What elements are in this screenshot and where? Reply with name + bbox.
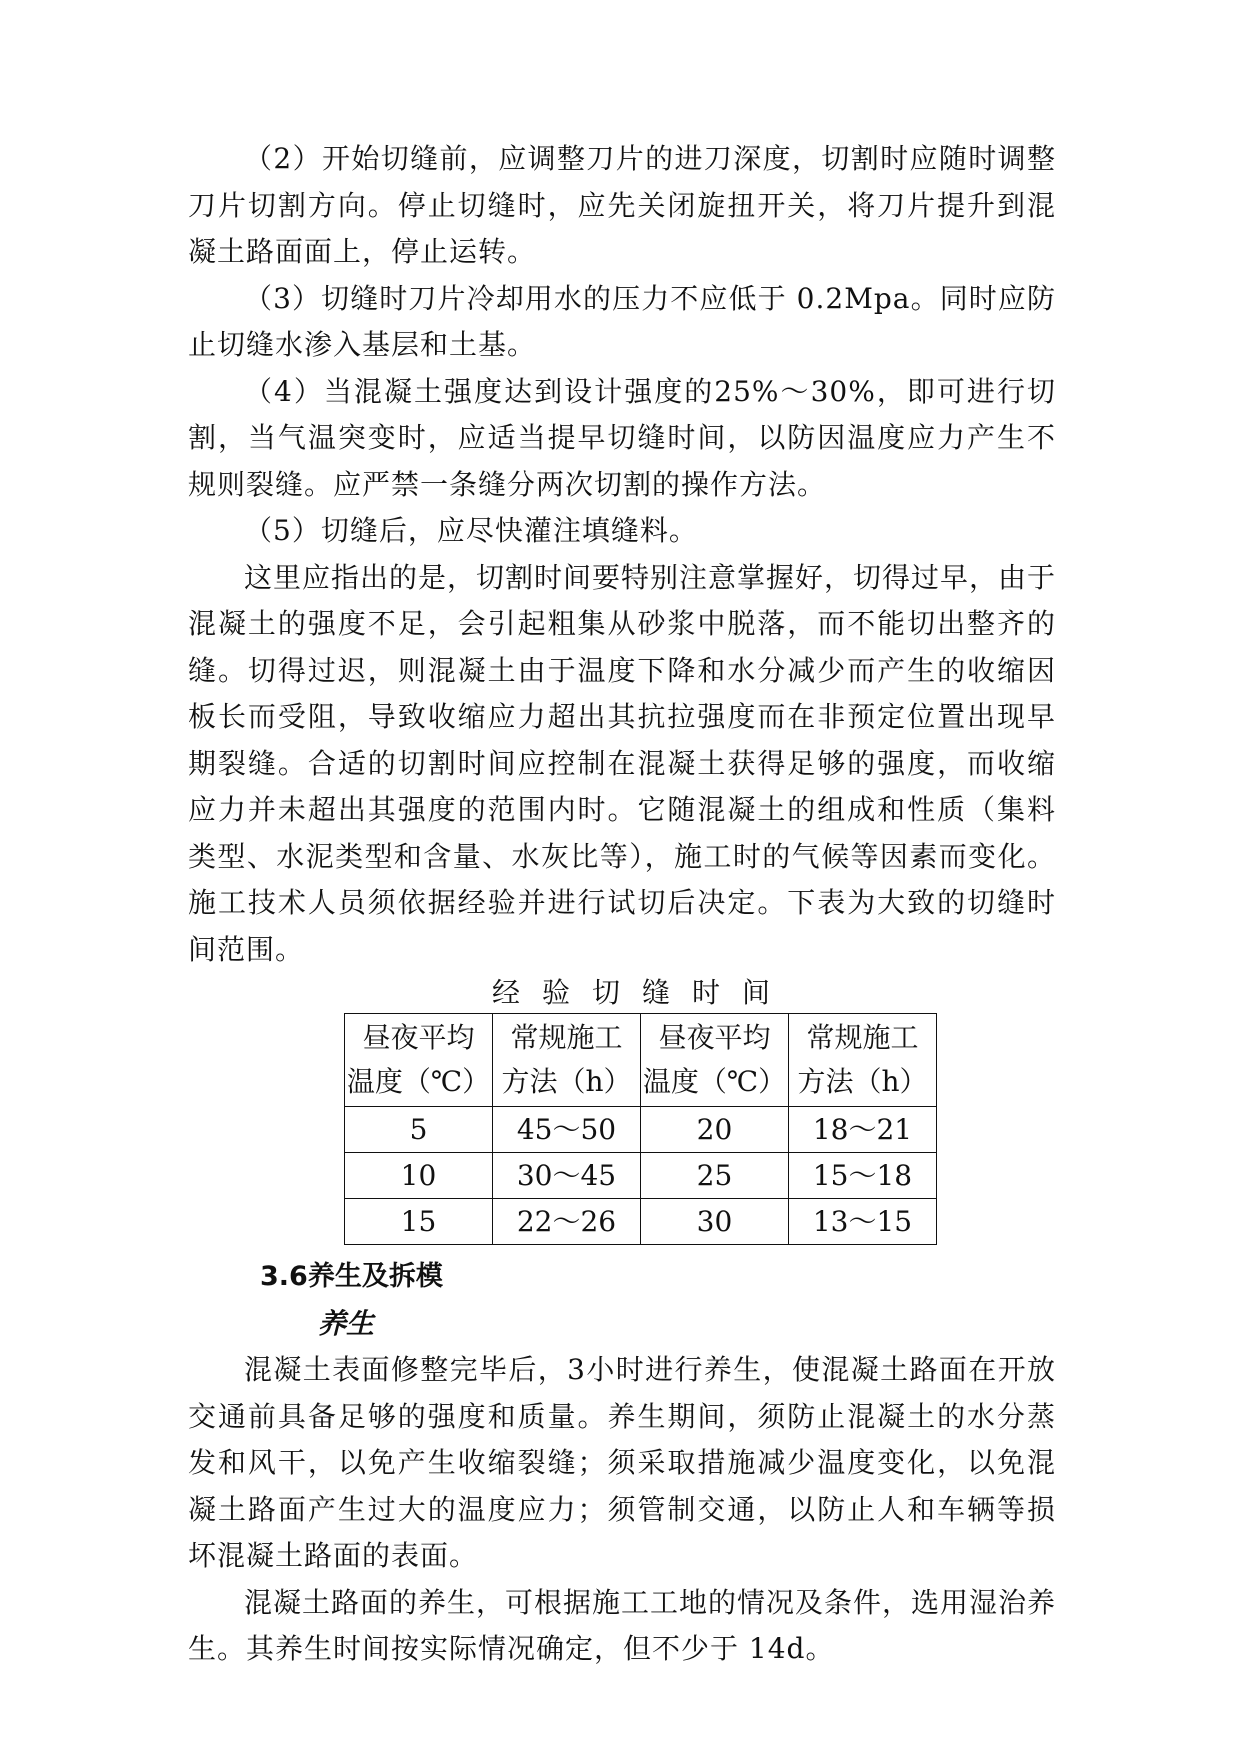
table-row [345, 1153, 937, 1199]
table-header-cell: 昼夜平均 温度（℃） [345, 1014, 493, 1107]
table-cell: 5 [345, 1107, 493, 1153]
table-cell: 30 [641, 1199, 789, 1245]
table-cell: 13～15 [789, 1199, 937, 1245]
table-cell: 22～26 [493, 1199, 641, 1245]
table-cell: 10 [345, 1153, 493, 1199]
table-cell: 18～21 [789, 1107, 937, 1153]
section-heading: 3.6养生及拆模 [260, 1261, 443, 1292]
cutting-time-table [344, 1013, 937, 1245]
paragraph-curing-method: 混凝土路面的养生，可根据施工工地的情况及条件，选用湿治养生。其养生时间按实际情况确定，但不少于 14d。 [188, 1585, 1057, 1665]
table-cell: 15～18 [789, 1153, 937, 1199]
paragraph-curing-intro: 混凝土表面修整完毕后，3小时进行养生，使混凝土路面在开放交通前具备足够的强度和质量。养生期间，须防止混凝土的水分蒸发和风干，以免产生收缩裂缝；须采取措施减少温度变化，以免混凝土路面产生过大的温度应力；须管制交通，以防止人和车辆等损坏混凝土路面的表面。 [188, 1353, 1056, 1572]
table-cell: 15 [345, 1199, 493, 1245]
table-header-cell: 常规施工 方法（h） [493, 1014, 641, 1107]
paragraph-strength-timing: （4）当混凝土强度达到设计强度的25%～30%，即可进行切割，当气温突变时，应适当提早切缝时间，以防因温度应力产生不规则裂缝。应严禁一条缝分两次切割的操作方法。 [188, 374, 1056, 501]
table-header-cell: 常规施工 方法（h） [789, 1014, 937, 1107]
table-row [345, 1107, 937, 1153]
table-cell: 30～45 [493, 1153, 641, 1199]
sub-heading: 养生 [318, 1307, 375, 1340]
table-cell: 20 [641, 1107, 789, 1153]
paragraph-cooling-water: （3）切缝时刀片冷却用水的压力不应低于 0.2Mpa。同时应防止切缝水渗入基层和土基。 [188, 281, 1056, 361]
table-row [345, 1199, 937, 1245]
document-page [188, 136, 1056, 1673]
table-title: 经验切缝时间 [491, 976, 792, 1009]
paragraph-cutting-depth: （2）开始切缝前，应调整刀片的进刀深度，切割时应随时调整刀片切割方向。停止切缝时，应先关闭旋扭开关，将刀片提升到混凝土路面面上，停止运转。 [188, 142, 1056, 268]
paragraph-cutting-time-note: 这里应指出的是，切割时间要特别注意掌握好，切得过早，由于混凝土的强度不足，会引起粗集从砂浆中脱落，而不能切出整齐的缝。切得过迟，则混凝土由于温度下降和水分减少而产生的收缩因板长而受阻，导致收缩应力超出其抗拉强度而在非预定位置出现早期裂缝。合适的切割时间应控制在混凝土获得足够的强度，而收缩应力并未超出其强度的范围内时。它随混凝土的组成和性质（集料类型、水泥类型和含量、水灰比等），施工时的气候等因素而变化。施工技术人员须依据经验并进行试切后决定。下表为大致的切缝时间范围。 [188, 560, 1057, 966]
paragraph-joint-filling: （5）切缝后，应尽快灌注填缝料。 [244, 514, 698, 547]
table-cell: 25 [641, 1153, 789, 1199]
table-cell: 45～50 [493, 1107, 641, 1153]
table-header-cell: 昼夜平均 温度（℃） [641, 1014, 789, 1107]
table-header-row [345, 1014, 937, 1107]
